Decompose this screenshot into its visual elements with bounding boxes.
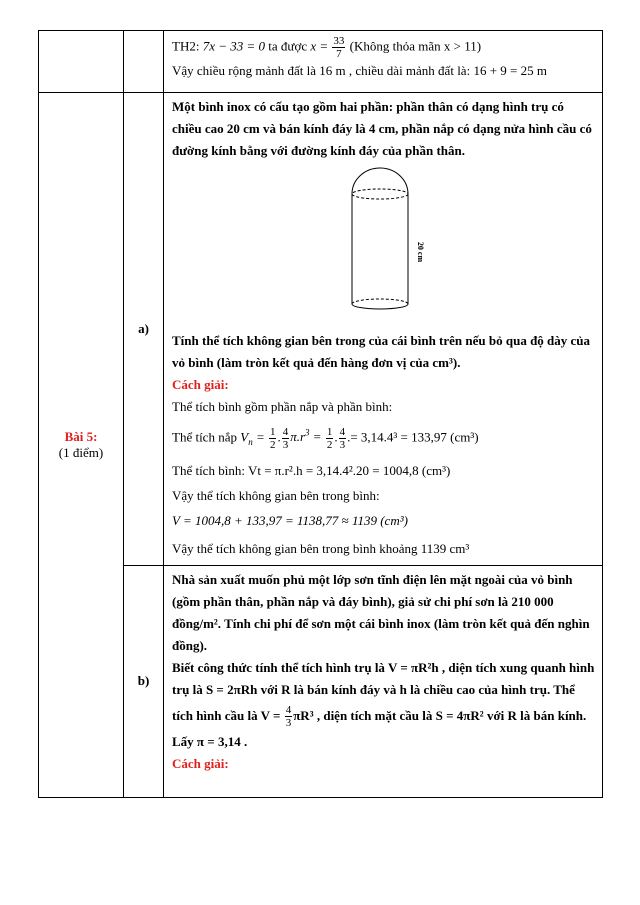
part-a-problem: Một bình inox có cấu tạo gồm hai phần: phần thân có dạng hình trụ có chiều cao 20 cm và bán kính đáy là 4 cm, phần nắp có dạng nửa hình cầu có đường kính bằng với đường kính đáy của phần thân. [172, 99, 592, 158]
part-a-step-1: Thể tích bình gồm phần nắp và phần bình: [172, 399, 393, 414]
sphere-fraction-den: 3 [285, 717, 292, 730]
part-a-step-5: V = 1004,8 + 133,97 = 1138,77 ≈ 1139 (cm³) [172, 512, 408, 528]
part-b-hint-3: Lấy π = 3,14 . [172, 733, 248, 749]
part-a-step-3: Thể tích bình: Vt = π.r².h = 3,14.4².20 = 1004,8 (cm³) [172, 462, 451, 478]
sphere-fraction [285, 704, 293, 729]
th2-equation: 7x − 33 = 0 [202, 38, 266, 54]
th2-x: x = [310, 38, 329, 54]
problem-label-cell [39, 93, 124, 798]
th2-fraction-den: 7 [336, 48, 342, 60]
bottom-ellipse-front [352, 304, 408, 309]
lid-volume-sub: n [248, 436, 253, 447]
bottom-ellipse-back [352, 299, 408, 304]
height-label: 20 cm [416, 241, 425, 263]
lid-volume-symbol: V [240, 429, 249, 445]
problem-points: (1 điểm) [58, 444, 104, 460]
part-b-problem: Nhà sản xuất muốn phủ một lớp sơn tĩnh điện lên mặt ngoài của vỏ bình (gồm phần thân, phần nắp và đáy bình), giả sử chi phí sơn là 210 000 đồng/m². Tính chi phí để sơn một cái bình inox (làm tròn kết quả đến nghìn đồng). [172, 571, 590, 653]
sphere-volume-rest: πR³ , diện tích mặt cầu là S = 4πR² với R là bán kính. [293, 707, 587, 723]
empty-label-cell [39, 31, 124, 93]
part-a-step-2: Thể tích nắp $V_n$ = $\frac{1}{2}$ . $\frac{4}{3}$ $\pi.r^3$ = $\frac{1}{2}$ . $\frac{4}{3}$ .= 3,14.4³ = 133,97 (cm³) [172, 425, 479, 451]
empty-part-cell [124, 31, 164, 93]
sphere-fraction-num: 4 [285, 704, 292, 717]
th2-line [172, 35, 596, 60]
top-ellipse [352, 189, 408, 199]
sphere-volume-lead: tích hình cầu là V = [172, 707, 281, 723]
lid-volume-result: = 3,14.4³ = 133,97 (cm³) [350, 429, 479, 445]
th2-note: (Không thỏa mãn x > 11) [349, 38, 482, 54]
lid-volume-lead: Thể tích nắp [172, 429, 237, 445]
th2-mid-text: ta được [268, 38, 308, 54]
part-b-label-cell [124, 565, 164, 797]
th2-label: TH2: [172, 38, 200, 54]
part-b-solution-title: Cách giải: [172, 755, 229, 771]
part-a-label-cell [124, 93, 164, 566]
part-b-content-cell [164, 565, 603, 797]
part-b-hint-2 [172, 701, 596, 731]
part-a-label: a) [138, 320, 149, 336]
part-a-content-cell [164, 93, 603, 566]
dimension-conclusion: Vậy chiều rộng mảnh đất là 16 m , chiều dài mảnh đất là: 16 + 9 = 25 m [172, 63, 547, 78]
part-b-label: b) [137, 673, 150, 689]
part-a-step-6: Vậy thể tích không gian bên trong bình khoảng 1139 cm³ [172, 540, 470, 556]
th2-fraction-num: 33 [333, 35, 345, 47]
previous-solution-cell [164, 31, 603, 93]
part-a-step-4: Vậy thể tích không gian bên trong bình: [172, 487, 380, 503]
th2-fraction [332, 35, 345, 60]
part-a-question: Tính thể tích không gian bên trong của cái bình trên nếu bỏ qua độ dày của vỏ bình (làm tròn kết quả đến hàng đơn vị của cm³). [172, 333, 591, 370]
problem-number: Bài 5: [64, 428, 98, 444]
answer-table [38, 30, 603, 798]
part-b-hint-1: Biết công thức tính thể tích hình trụ là V = πR²h , diện tích xung quanh hình trụ là S = 2πRh với R là bán kính đáy và h là chiều cao của hình trụ. Thể [172, 659, 595, 697]
cylinder-figure [172, 166, 592, 324]
part-a-solution-title: Cách giải: [172, 377, 229, 392]
